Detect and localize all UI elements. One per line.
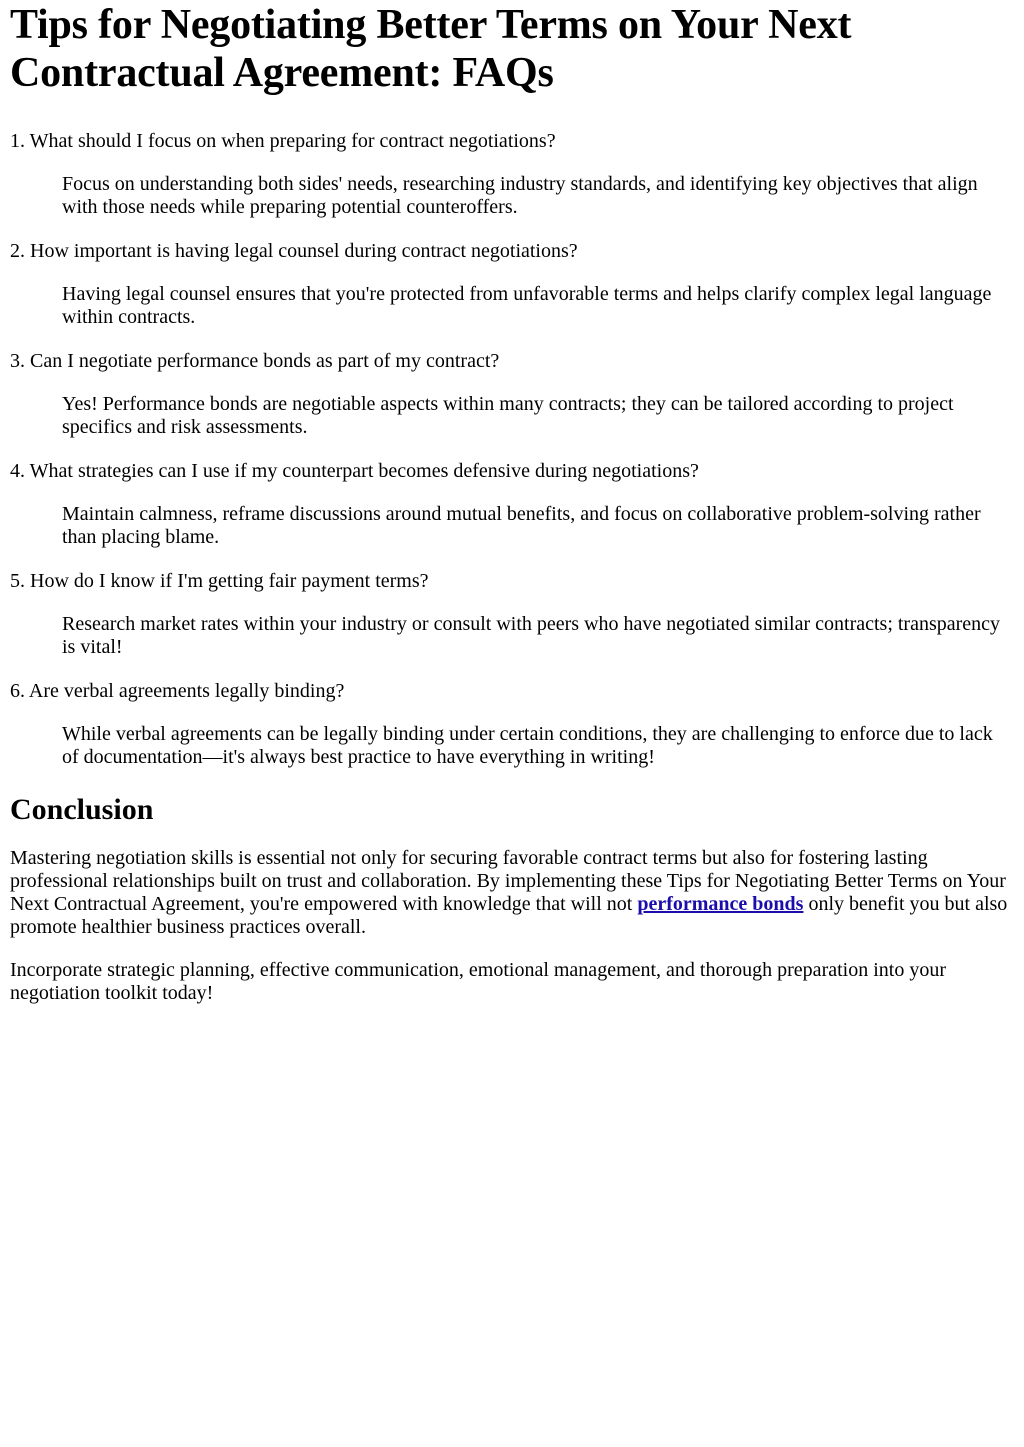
faq-answer: Focus on understanding both sides' needs, researching industry standards, and identifying key objectives that align with those needs while preparing potential counteroffers. [62,173,978,218]
faq-item-3 [10,349,1014,439]
faq-answer: While verbal agreements can be legally binding under certain conditions, they are challenging to enforce due to lack of documentation—it's always best practice to have everything in writing! [62,723,993,768]
conclusion-text-after-link: only benefit you but also promote healthier business practices overall. [10,893,1008,938]
faq-item-1 [10,129,1014,219]
faq-item-5 [10,569,1014,659]
faq-question: 3. Can I negotiate performance bonds as part of my contract? [10,350,500,372]
faq-item-2 [10,239,1014,329]
faq-answer: Maintain calmness, reframe discussions around mutual benefits, and focus on collaborative problem-solving rather than placing blame. [62,503,981,548]
faq-question: 2. How important is having legal counsel during contract negotiations? [10,240,578,262]
faq-item-4 [10,459,1014,549]
performance-bonds-link[interactable]: performance bonds [637,893,804,915]
conclusion-text-before-link: Mastering negotiation skills is essential not only for securing favorable contract terms but also for fostering lasting professional relationships built on trust and collaboration. By implementing these Tips for Negotiating Better Terms on Your Next Contractual Agreement, you're empowered with knowledge that will not [10,847,1006,915]
faq-answer: Research market rates within your industry or consult with peers who have negotiated similar contracts; transparency is vital! [62,613,1001,658]
faq-answer: Having legal counsel ensures that you're protected from unfavorable terms and helps clarify complex legal language within contracts. [62,283,992,328]
faq-question: 6. Are verbal agreements legally binding? [10,680,345,702]
faq-answer: Yes! Performance bonds are negotiable aspects within many contracts; they can be tailored according to project specifics and risk assessments. [62,393,954,438]
conclusion-heading: Conclusion [10,793,154,826]
faq-list [10,129,1014,769]
document-page [0,1,1024,1005]
faq-question: 1. What should I focus on when preparing for contract negotiations? [10,130,556,152]
page-title: Tips for Negotiating Better Terms on Your Next Contractual Agreement: FAQs [10,2,852,96]
faq-item-6 [10,679,1014,769]
faq-question: 4. What strategies can I use if my counterpart becomes defensive during negotiations? [10,460,699,482]
conclusion-paragraph-1 [10,847,1014,939]
conclusion-paragraph-2: Incorporate strategic planning, effective communication, emotional management, and thorough preparation into your negotiation toolkit today! [10,959,946,1004]
faq-question: 5. How do I know if I'm getting fair payment terms? [10,570,429,592]
